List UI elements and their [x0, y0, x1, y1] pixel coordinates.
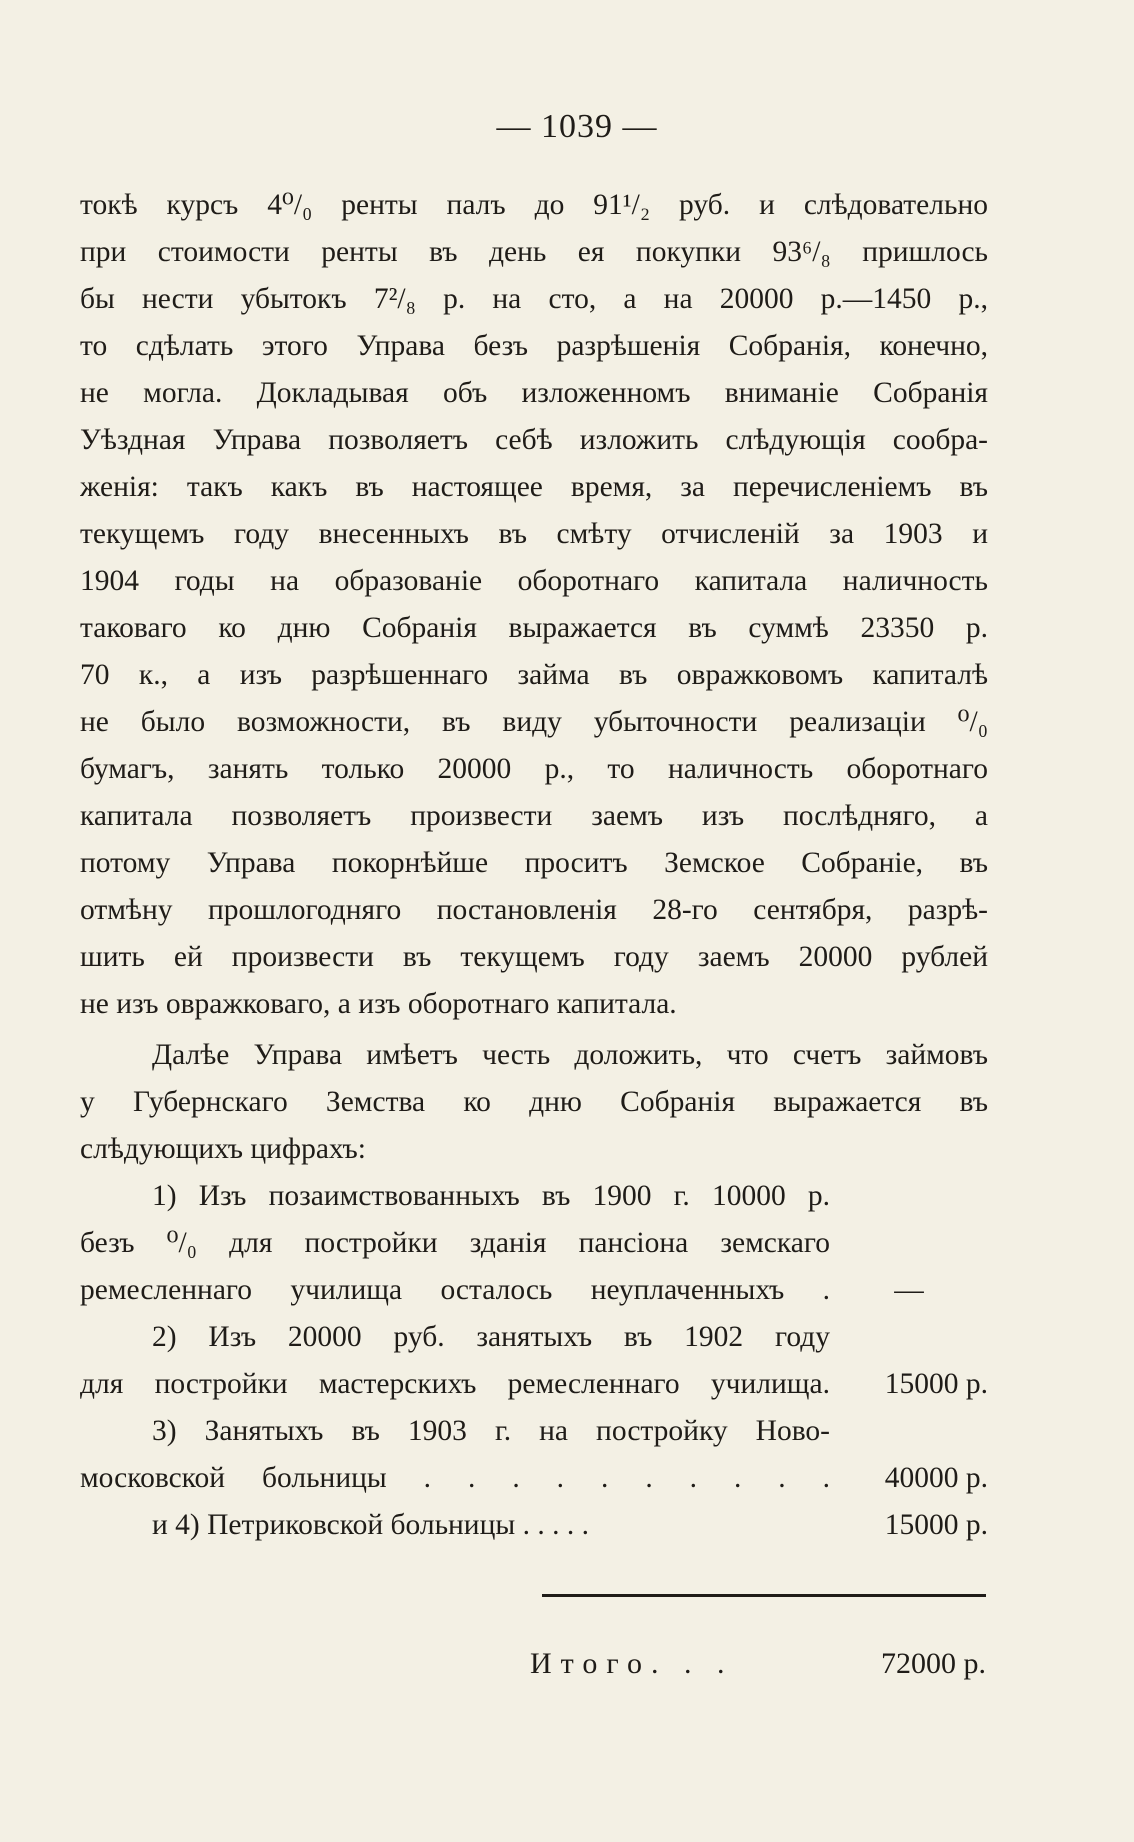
text-line: текущемъ году внесенныхъ въ смѣту отчисленій за 1903 и	[80, 518, 988, 550]
loan-item-1-line-2	[80, 1220, 988, 1267]
loan-amount: 15000 р.	[884, 1509, 988, 1541]
text-line: не изъ овражковаго, а изъ оборотнаго капитала.	[80, 988, 677, 1020]
loan-text: 3) Занятыхъ въ 1903 г. на постройку Ново-	[152, 1415, 830, 1447]
text-line: бумагъ, занять только 20000 р., то наличность оборотнаго	[80, 753, 988, 785]
loan-item-2-line-2	[80, 1361, 988, 1408]
text-line: то сдѣлать этого Управа безъ разрѣшенія Собранія, конечно,	[80, 330, 988, 362]
text-line: бы нести убытокъ 7²/₈ р. на сто, а на 20000 р.—1450 р.,	[80, 283, 988, 315]
loan-item-3-line-1	[80, 1408, 988, 1455]
loan-item-4	[80, 1502, 988, 1549]
text-line: женія: такъ какъ въ настоящее время, за перечисленіемъ въ	[80, 471, 988, 503]
loan-text: 2) Изъ 20000 руб. занятыхъ въ 1902 году	[152, 1321, 830, 1353]
paragraph-loans	[80, 1032, 988, 1173]
loan-text: ремесленнаго училища осталось неуплаченныхъ .	[80, 1274, 830, 1306]
text-line: слѣдующихъ цифрахъ:	[80, 1133, 366, 1165]
text-line: шить ей произвести въ текущемъ году заемъ 20000 рублей	[80, 941, 988, 973]
page-number: — 1039 —	[496, 108, 658, 145]
text-line: таковаго ко дню Собранія выражается въ суммѣ 23350 р.	[80, 612, 988, 644]
text-line: Уѣздная Управа позволяетъ себѣ изложить слѣдующія сообра-	[80, 424, 988, 456]
loan-amount: 40000 р.	[884, 1462, 988, 1494]
loan-text: и 4) Петриковской больницы . . . . .	[152, 1509, 589, 1541]
text-line: 1904 годы на образованіе оборотнаго капитала наличность	[80, 565, 988, 597]
text-line: у Губернскаго Земства ко дню Собранія выражается въ	[80, 1086, 988, 1118]
total-row	[530, 1640, 986, 1687]
text-line: отмѣну прошлогодняго постановленія 28-го сентября, разрѣ-	[80, 894, 988, 926]
loan-amount: —	[894, 1274, 924, 1306]
loan-text: безъ ⁰/₀ для постройки зданія пансіона земскаго	[80, 1227, 830, 1259]
text-line: 70 к., а изъ разрѣшеннаго займа въ овражковомъ капиталѣ	[80, 659, 988, 691]
loan-item-1-line-3	[80, 1267, 988, 1314]
loan-amount: 15000 р.	[884, 1368, 988, 1400]
total-divider	[542, 1594, 986, 1597]
text-line: не могла. Докладывая объ изложенномъ вниманіе Собранія	[80, 377, 988, 409]
loan-item-3-line-2	[80, 1455, 988, 1502]
total-label: Итого. . .	[530, 1647, 734, 1680]
text-line: не было возможности, въ виду убыточности реализаціи ⁰/₀	[80, 706, 988, 738]
loan-text: для постройки мастерскихъ ремесленнаго училища.	[80, 1368, 830, 1400]
paragraph-continuation	[80, 182, 988, 1028]
loan-text: московской больницы . . . . . . . . . .	[80, 1462, 830, 1494]
text-line: токѣ курсъ 4⁰/₀ ренты палъ до 91¹/₂ руб. и слѣдовательно	[80, 189, 988, 221]
text-line: потому Управа покорнѣйше проситъ Земское Собраніе, въ	[80, 847, 988, 879]
text-line: Далѣе Управа имѣетъ честь доложить, что счетъ займовъ	[152, 1039, 988, 1071]
loan-item-2-line-1	[80, 1314, 988, 1361]
loan-item-1-line-1	[80, 1173, 988, 1220]
loan-text: 1) Изъ позаимствованныхъ въ 1900 г. 10000 р.	[152, 1180, 830, 1212]
loan-list	[80, 1173, 988, 1549]
text-line: при стоимости ренты въ день ея покупки 93⁶/₈ пришлось	[80, 236, 988, 268]
text-line: капитала позволяетъ произвести заемъ изъ послѣдняго, а	[80, 800, 988, 832]
total-amount: 72000 р.	[881, 1647, 986, 1680]
